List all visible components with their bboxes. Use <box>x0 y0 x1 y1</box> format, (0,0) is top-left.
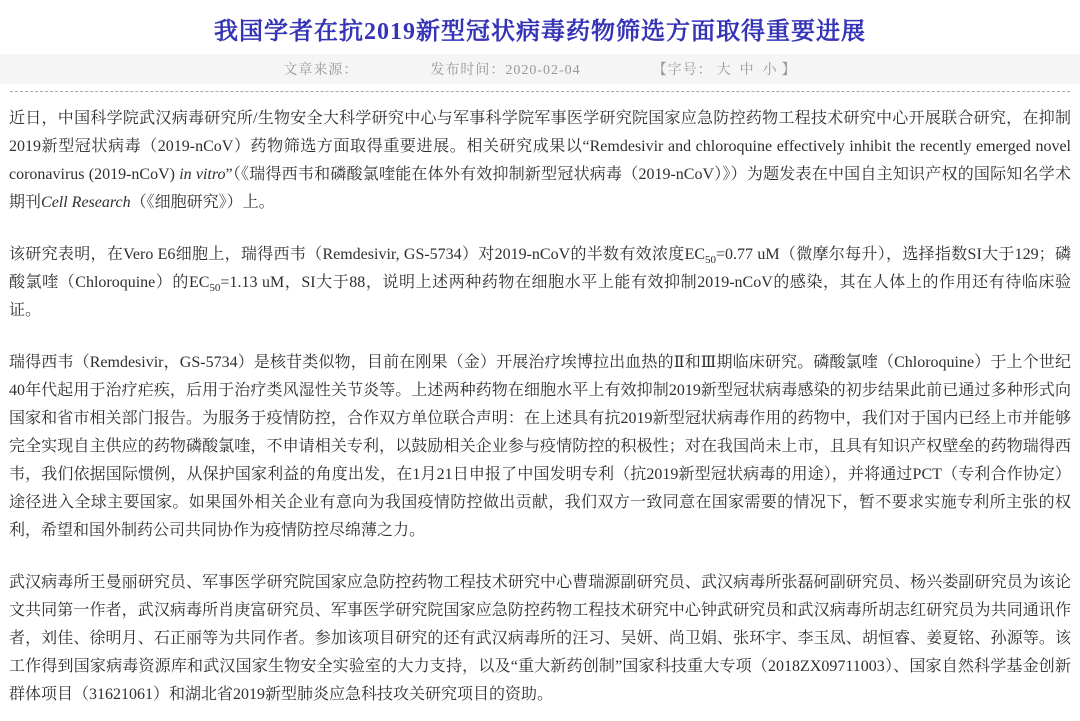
paragraph <box>9 349 1071 545</box>
paragraph <box>9 105 1071 217</box>
paragraph-segment: 50 <box>705 254 717 266</box>
paragraph-segment: 近日，中国科学院武汉病毒研究所/生物安全大科学研究中心与军事科学院军事医学研究院国家应急防控药物工程技术研究中心开展联合研究，在抑制2019新型冠状病毒（2019-nCoV）药物筛选方面取得重要进展。相关研究成果以“Remdesivir and chloroquine effectively inhibit the recently emerged novel coronavirus (2019-nCoV) <box>9 110 1071 183</box>
font-size-prefix: 【字号： <box>652 63 713 78</box>
paragraph-segment: =1.13 uM，SI大于88，说明上述两种药物在细胞水平上能有效抑制2019-nCoV的感染，其在人体上的作用还有待临床验证。 <box>9 274 1071 319</box>
article-body <box>0 92 1080 709</box>
meta-bar <box>0 54 1080 84</box>
font-size-option-small[interactable]: 小 <box>762 63 778 78</box>
article-page <box>0 16 1080 721</box>
page-title: 我国学者在抗2019新型冠状病毒药物筛选方面取得重要进展 <box>214 19 866 45</box>
paragraph-segment: 50 <box>209 282 221 294</box>
paragraph-segment: （《细胞研究》）上。 <box>130 194 275 211</box>
paragraph <box>9 241 1071 325</box>
article-source <box>283 59 358 79</box>
font-size-option-medium[interactable]: 中 <box>739 63 755 78</box>
paragraph-segment: 该研究表明，在Vero E6细胞上，瑞得西韦（Remdesivir, GS-5734）对2019-nCoV的半数有效浓度EC <box>9 246 706 263</box>
publish-time-label: 发布时间： <box>430 63 506 78</box>
paragraph-segment: 瑞得西韦（Remdesivir，GS-5734）是核苷类似物，目前在刚果（金）开展治疗埃博拉出血热的Ⅱ和Ⅲ期临床研究。磷酸氯喹（Chloroquine）于上个世纪40年代起用于治疗疟疾，后用于治疗类风湿性关节炎等。上述两种药物在细胞水平上有效抑制2019新型冠状病毒感染的初步结果此前已通过多种形式向国家和省市相关部门报告。为服务于疫情防控，合作双方单位联合声明：在上述具有抗2019新型冠状病毒作用的药物中，我们对于国内已经上市并能够完全实现自主供应的药物磷酸氯喹，不申请相关专利，以鼓励相关企业参与疫情防控的积极性；对在我国尚未上市，且具有知识产权壁垒的药物瑞得西韦，我们依据国际惯例，从保护国家利益的角度出发，在1月21日申报了中国发明专利（抗2019新型冠状病毒的用途），并将通过PCT（专利合作协定）途径进入全球主要国家。如果国外相关企业有意向为我国疫情防控做出贡献，我们双方一致同意在国家需要的情况下，暂不要求实施专利所主张的权利，希望和国外制药公司共同协作为疫情防控尽绵薄之力。 <box>9 354 1071 539</box>
publish-time <box>430 59 580 79</box>
paragraph-segment: in vitro <box>179 166 226 183</box>
paragraph-segment: 武汉病毒所王曼丽研究员、军事医学研究院国家应急防控药物工程技术研究中心曹瑞源副研究员、武汉病毒所张磊砢副研究员、杨兴娄副研究员为该论文共同第一作者，武汉病毒所肖庚富研究员、军事医学研究院国家应急防控药物工程技术研究中心钟武研究员和武汉病毒所胡志红研究员为共同通讯作者，刘佳、徐明月、石正丽等为共同作者。参加该项目研究的还有武汉病毒所的汪习、吴妍、尚卫娟、张环宇、李玉凤、胡恒睿、姜夏铭、孙源等。该工作得到国家病毒资源库和武汉国家生物安全实验室的大力支持，以及“重大新药创制”国家科技重大专项（2018ZX09711003）、国家自然科学基金创新群体项目（31621061）和湖北省2019新型肺炎应急科技攻关研究项目的资助。 <box>9 574 1071 703</box>
font-size-suffix: 】 <box>781 63 797 78</box>
paragraph-segment: =0.77 uM（微摩尔每升），选择指数SI大于129；磷酸氯喹（Chloroquine）的EC <box>9 246 1071 291</box>
publish-date: 2020-02-04 <box>505 63 581 78</box>
font-size-option-large[interactable]: 大 <box>716 63 732 78</box>
paragraph <box>9 569 1071 709</box>
article-source-label: 文章来源： <box>283 63 359 78</box>
font-size-control <box>653 59 797 79</box>
paragraph-segment: Cell Research <box>41 194 131 211</box>
paragraph-segment: ”（《瑞得西韦和磷酸氯喹能在体外有效抑制新型冠状病毒（2019-nCoV）》）为题发表在中国自主知识产权的国际知名学术期刊 <box>9 166 1071 211</box>
